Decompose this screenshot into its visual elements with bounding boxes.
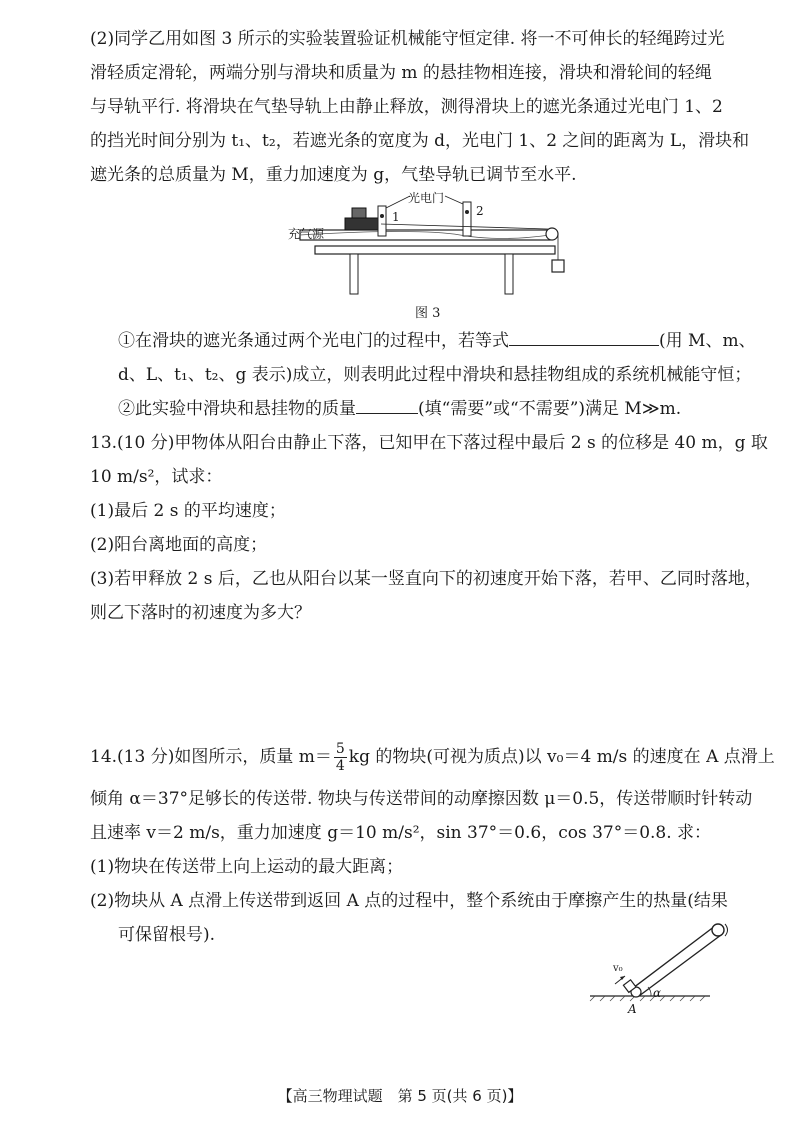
q12-line-4: 的挡光时间分别为 t₁、t₂，若遮光条的宽度为 d，光电门 1、2 之间的距离为 L，滑块和 xyxy=(90,131,750,151)
q12-sub1 xyxy=(118,330,756,352)
answer-blank-need[interactable] xyxy=(356,412,418,414)
label-v0: v₀ xyxy=(613,963,623,974)
fraction-numerator: 5 xyxy=(335,741,345,757)
q14-line-1-b: kg 的物块(可视为质点)以 v₀＝4 m/s 的速度在 A 点滑上 xyxy=(348,747,775,767)
figure-caption: 图 3 xyxy=(415,306,441,321)
q14-part-2a: (2)物块从 A 点滑上传送带到返回 A 点的过程中，整个系统由于摩擦产生的热量(结果 xyxy=(90,891,728,911)
q14-part-2b: 可保留根号). xyxy=(118,925,216,945)
q13-part-3a: (3)若甲释放 2 s 后，乙也从阳台以某一竖直向下的初速度开始下落，若甲、乙同时落地， xyxy=(90,569,762,589)
figure-label-gate: 光电门 xyxy=(408,191,445,205)
q12-sub2-text-b: (填“需要”或“不需要”)满足 M≫m. xyxy=(418,399,682,419)
q12-sub2-text-a: ②此实验中滑块和悬挂物的质量 xyxy=(118,399,356,419)
q14-part-1: (1)物块在传送带上向上运动的最大距离； xyxy=(90,857,404,877)
q13-part-1: (1)最后 2 s 的平均速度； xyxy=(90,501,286,521)
conveyor-figure xyxy=(585,910,745,1020)
q12-line-2: 滑轻质定滑轮，两端分别与滑块和质量为 m 的悬挂物相连接，滑块和滑轮间的轻绳 xyxy=(90,63,712,83)
q13-part-2: (2)阳台离地面的高度； xyxy=(90,535,268,555)
page-footer: 【高三物理试题 第 5 页(共 6 页)】 xyxy=(277,1087,523,1105)
q12-line-5: 遮光条的总质量为 M，重力加速度为 g，气垫导轨已调节至水平. xyxy=(90,165,577,185)
q12-sub1-line2: d、L、t₁、t₂、g 表示)成立，则表明此过程中滑块和悬挂物组成的系统机械能守恒； xyxy=(118,365,752,385)
figure-label-1: 1 xyxy=(392,210,400,224)
label-A: A xyxy=(628,1002,637,1016)
q14-line-1-a: 14.(13 分)如图所示，质量 m＝ xyxy=(90,747,332,767)
figure-label-2: 2 xyxy=(476,204,484,218)
answer-blank-equation[interactable] xyxy=(509,344,659,346)
q12-line-1: (2)同学乙用如图 3 所示的实验装置验证机械能守恒定律. 将一不可伸长的轻绳跨过光 xyxy=(90,29,725,49)
q13-line-1: 13.(10 分)甲物体从阳台由静止下落，已知甲在下落过程中最后 2 s 的位移是 40 m，g 取 xyxy=(90,433,768,453)
q12-line-3: 与导轨平行. 将滑块在气垫导轨上由静止释放，测得滑块上的遮光条通过光电门 1、2 xyxy=(90,97,723,117)
q12-sub2 xyxy=(118,398,681,420)
q14-line-3: 且速率 v＝2 m/s，重力加速度 g＝10 m/s²，sin 37°＝0.6，cos 37°＝0.8. 求： xyxy=(90,823,712,843)
q13-line-2: 10 m/s²，试求： xyxy=(90,467,223,487)
q14-line-1 xyxy=(90,740,775,774)
q12-sub1-text-b: (用 M、m、 xyxy=(659,331,756,351)
fraction-denominator: 4 xyxy=(335,758,345,774)
q14-line-2: 倾角 α＝37°足够长的传送带. 物块与传送带间的动摩擦因数 μ＝0.5，传送带顺时针转动 xyxy=(90,789,753,809)
mass-fraction xyxy=(334,741,347,774)
figure-label-source: 充气源 xyxy=(288,227,325,241)
label-alpha: α xyxy=(653,986,662,1000)
q13-part-3b: 则乙下落时的初速度为多大？ xyxy=(90,603,311,623)
q12-sub1-text-a: ①在滑块的遮光条通过两个光电门的过程中，若等式 xyxy=(118,331,509,351)
